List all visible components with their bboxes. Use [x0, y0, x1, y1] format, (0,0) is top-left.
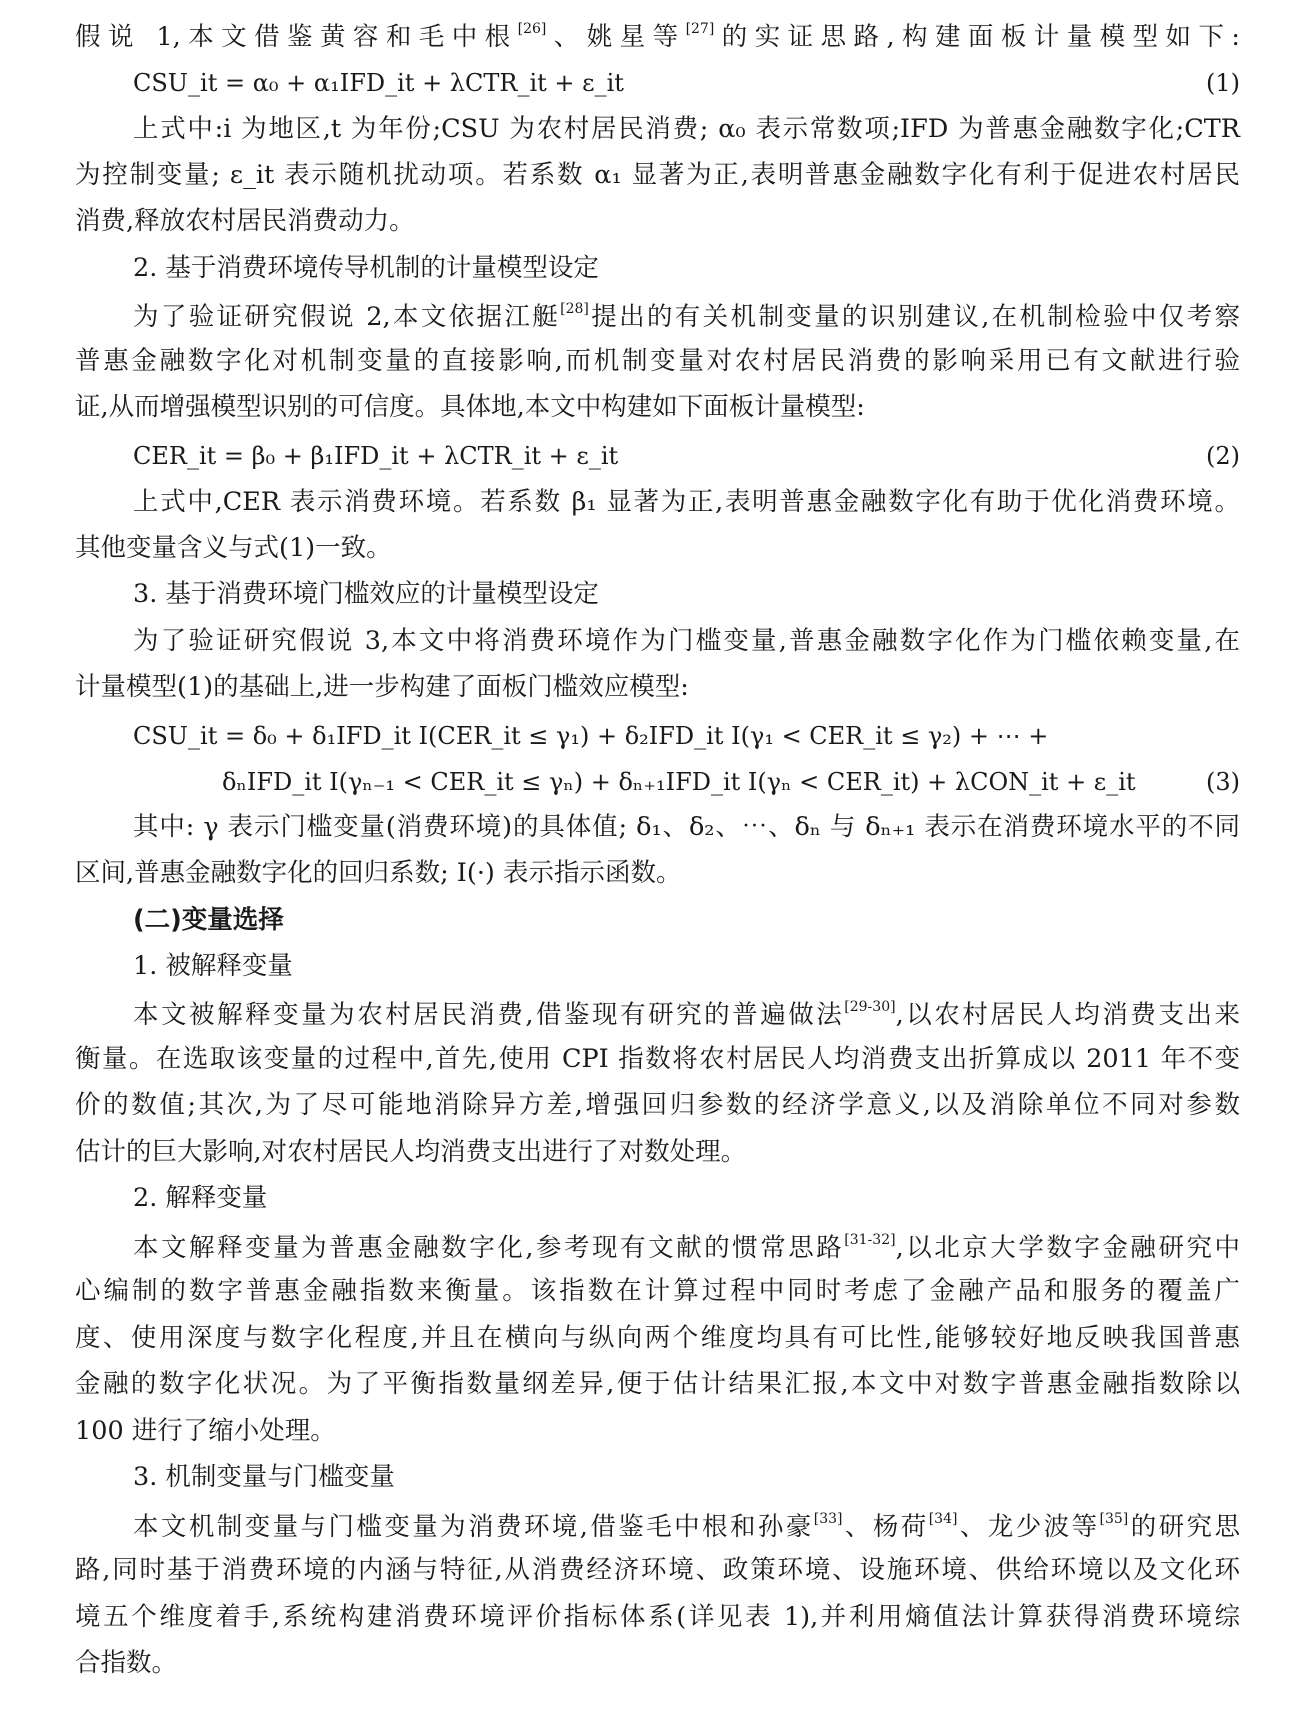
paragraph-line: 假说 1,本文借鉴黄容和毛中根[26]、姚星等[27]的实证思路,构建面板计量模型如下: [75, 21, 1240, 52]
subsection-heading: 3. 机制变量与门槛变量 [133, 1462, 395, 1492]
paragraph-line: 境五个维度着手,系统构建消费环境评价指标体系(详见表 1),并利用熵值法计算获得消费环境综 [75, 1602, 1240, 1632]
paragraph-line: 估计的巨大影响,对农村居民人均消费支出进行了对数处理。 [75, 1137, 747, 1167]
paragraph-line: 本文被解释变量为农村居民消费,借鉴现有研究的普遍做法[29-30],以农村居民人均消费支出来 [133, 999, 1240, 1030]
paragraph-line: 价的数值;其次,为了尽可能地消除异方差,增强回归参数的经济学意义,以及消除单位不同对参数 [75, 1090, 1240, 1120]
equation-number: (2) [1206, 442, 1240, 470]
subsection-heading: 2. 基于消费环境传导机制的计量模型设定 [133, 253, 599, 283]
paragraph-line: 为了验证研究假说 3,本文中将消费环境作为门槛变量,普惠金融数字化作为门槛依赖变量,在 [133, 626, 1240, 656]
equation-number: (1) [1206, 69, 1240, 97]
paragraph-line: 合指数。 [75, 1648, 178, 1678]
citation: [26] [517, 21, 547, 37]
equation-number: (3) [1206, 768, 1240, 796]
paragraph-line: 普惠金融数字化对机制变量的直接影响,而机制变量对农村居民消费的影响采用已有文献进行验 [75, 346, 1240, 376]
citation: [27] [685, 21, 715, 37]
paragraph-line: 度、使用深度与数字化程度,并且在横向与纵向两个维度均具有可比性,能够较好地反映我国普惠 [75, 1323, 1240, 1353]
paragraph-line: 本文机制变量与门槛变量为消费环境,借鉴毛中根和孙豪[33]、杨荷[34]、龙少波等[35]的研究思 [133, 1511, 1240, 1542]
paragraph-line: 消费,释放农村居民消费动力。 [75, 206, 415, 236]
subsection-heading: 1. 被解释变量 [133, 951, 293, 981]
paragraph-line: 上式中:i 为地区,t 为年份;CSU 为农村居民消费; α₀ 表示常数项;IFD 为普惠金融数字化;CTR [133, 114, 1240, 144]
paragraph-line: 路,同时基于消费环境的内涵与特征,从消费经济环境、政策环境、设施环境、供给环境以及文化环 [75, 1555, 1240, 1585]
paragraph-line: 为了验证研究假说 2,本文依据江艇[28]提出的有关机制变量的识别建议,在机制检验中仅考察 [133, 301, 1241, 332]
citation: [28] [560, 301, 589, 317]
paragraph-line: 其中: γ 表示门槛变量(消费环境)的具体值; δ₁、δ₂、⋯、δₙ 与 δₙ₊₁ 表示在消费环境水平的不同 [133, 812, 1240, 842]
subsection-heading: 3. 基于消费环境门槛效应的计量模型设定 [133, 579, 599, 609]
paragraph-line: 心编制的数字普惠金融指数来衡量。该指数在计算过程中同时考虑了金融产品和服务的覆盖广 [75, 1276, 1240, 1306]
paragraph-line: 衡量。在选取该变量的过程中,首先,使用 CPI 指数将农村居民人均消费支出折算成以 2011 年不变 [75, 1044, 1240, 1074]
paragraph-line: 区间,普惠金融数字化的回归系数; I(·) 表示指示函数。 [75, 858, 682, 888]
equation-body: CSU_it = α₀ + α₁IFD_it + λCTR_it + ε_it [133, 69, 624, 97]
citation: [31-32] [844, 1232, 896, 1248]
paragraph-line: 上式中,CER 表示消费环境。若系数 β₁ 显著为正,表明普惠金融数字化有助于优化消费环境。 [133, 487, 1240, 517]
section-heading: (二)变量选择 [133, 905, 284, 935]
equation-body: CSU_it = δ₀ + δ₁IFD_it I(CER_it ≤ γ₁) + δ₂IFD_it I(γ₁ < CER_it ≤ γ₂) + ⋯ + [133, 722, 1049, 750]
paragraph-line: 100 进行了缩小处理。 [75, 1416, 336, 1446]
paragraph-line: 为控制变量; ε_it 表示随机扰动项。若系数 α₁ 显著为正,表明普惠金融数字化有利于促进农村居民 [75, 160, 1240, 190]
subsection-heading: 2. 解释变量 [133, 1183, 268, 1213]
paragraph-line: 其他变量含义与式(1)一致。 [75, 533, 392, 563]
paragraph-line: 金融的数字化状况。为了平衡指数量纲差异,便于估计结果汇报,本文中对数字普惠金融指数除以 [75, 1369, 1240, 1399]
equation-body: δₙIFD_it I(γₙ₋₁ < CER_it ≤ γₙ) + δₙ₊₁IFD_it I(γₙ < CER_it) + λCON_it + ε_it [222, 768, 1136, 796]
citation: [29-30] [844, 999, 896, 1015]
paragraph-line: 本文解释变量为普惠金融数字化,参考现有文献的惯常思路[31-32],以北京大学数字金融研究中 [133, 1232, 1240, 1263]
citation: [35] [1099, 1511, 1129, 1527]
citation: [33] [813, 1511, 843, 1527]
paragraph-line: 证,从而增强模型识别的可信度。具体地,本文中构建如下面板计量模型: [75, 392, 865, 422]
citation: [34] [928, 1511, 958, 1527]
equation-body: CER_it = β₀ + β₁IFD_it + λCTR_it + ε_it [133, 442, 619, 470]
paragraph-line: 计量模型(1)的基础上,进一步构建了面板门槛效应模型: [75, 672, 689, 702]
